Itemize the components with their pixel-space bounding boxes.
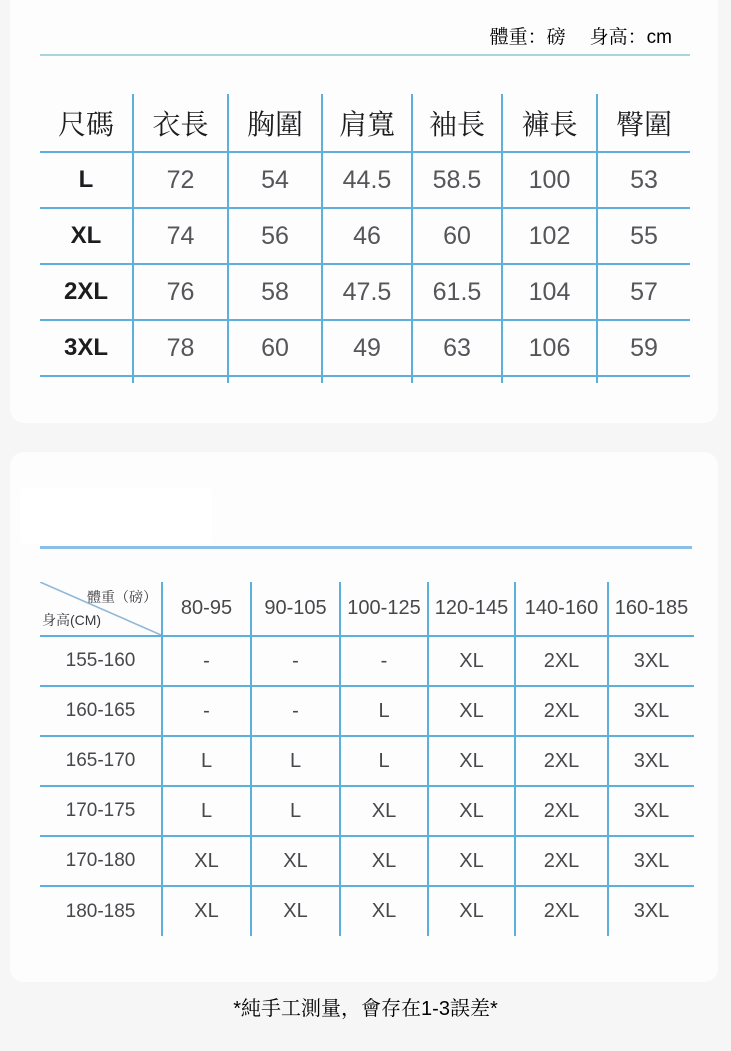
recommended-size-cell: 2XL	[515, 786, 608, 836]
recommended-size-cell: -	[340, 636, 428, 686]
measurement-cell: 58	[228, 264, 322, 320]
recommended-size-cell: 2XL	[515, 636, 608, 686]
measurement-cell: 104	[502, 264, 597, 320]
recommended-size-cell: XL	[428, 886, 515, 936]
measurement-cell: 54	[228, 152, 322, 208]
size-label-cell: 3XL	[40, 320, 133, 376]
measurement-cell: 100	[502, 152, 597, 208]
height-range-cell: 170-180	[40, 836, 162, 886]
fit-table-header-row	[40, 582, 694, 636]
weight-range-header: 120-145	[428, 582, 515, 636]
size-table-header-row	[40, 94, 690, 152]
measurement-cell: 57	[597, 264, 690, 320]
measurement-cell: 55	[597, 208, 690, 264]
recommended-size-cell: 3XL	[608, 886, 694, 936]
size-table-column-header: 袖長	[412, 94, 502, 152]
measurement-cell: 47.5	[322, 264, 412, 320]
fit-table	[40, 582, 694, 936]
weight-range-header: 140-160	[515, 582, 608, 636]
corner-weight-label: 體重（磅）	[87, 589, 157, 605]
recommended-size-cell: 3XL	[608, 786, 694, 836]
recommended-size-cell: XL	[340, 886, 428, 936]
size-chart-card	[10, 0, 718, 423]
recommended-size-cell: 2XL	[515, 836, 608, 886]
recommended-size-cell: L	[162, 786, 251, 836]
height-range-cell: 155-160	[40, 636, 162, 686]
recommended-size-cell: 2XL	[515, 736, 608, 786]
grid-tick-cell	[412, 376, 502, 383]
weight-range-header: 80-95	[162, 582, 251, 636]
size-label-cell: L	[40, 152, 133, 208]
measurement-cell: 53	[597, 152, 690, 208]
recommended-size-cell: -	[251, 636, 340, 686]
size-table-column-header: 尺碼	[40, 94, 133, 152]
grid-tick-cell	[597, 376, 690, 383]
measurement-disclaimer: *純手工測量，會存在1-3誤差*	[233, 998, 498, 1020]
measurement-cell: 61.5	[412, 264, 502, 320]
unit-note	[490, 22, 672, 49]
fit-table-row	[40, 886, 694, 936]
recommended-size-cell: -	[162, 636, 251, 686]
recommended-size-cell: XL	[428, 786, 515, 836]
fit-table-row	[40, 836, 694, 886]
recommended-size-cell: L	[340, 686, 428, 736]
height-range-cell: 165-170	[40, 736, 162, 786]
size-table-row	[40, 208, 690, 264]
measurement-cell: 74	[133, 208, 228, 264]
measurement-cell: 46	[322, 208, 412, 264]
size-table-row	[40, 264, 690, 320]
measurement-cell: 56	[228, 208, 322, 264]
recommended-size-cell: XL	[162, 886, 251, 936]
recommended-size-cell: XL	[251, 886, 340, 936]
size-label-cell: XL	[40, 208, 133, 264]
recommended-size-cell: XL	[340, 786, 428, 836]
measurement-cell: 60	[228, 320, 322, 376]
unit-note-weight: 體重：磅	[489, 27, 566, 48]
corner-height-label: 身高(CM)	[42, 612, 102, 628]
recommended-size-cell: L	[251, 786, 340, 836]
recommended-size-cell: -	[162, 686, 251, 736]
recommended-size-cell: XL	[162, 836, 251, 886]
recommended-size-cell: L	[162, 736, 251, 786]
recommended-size-cell: XL	[428, 686, 515, 736]
fit-table-row	[40, 786, 694, 836]
measurement-cell: 102	[502, 208, 597, 264]
measurement-cell: 60	[412, 208, 502, 264]
recommended-size-cell: L	[251, 736, 340, 786]
size-label-cell: 2XL	[40, 264, 133, 320]
recommended-size-cell: 3XL	[608, 836, 694, 886]
recommended-size-cell: 2XL	[515, 886, 608, 936]
diagonal-corner-cell	[40, 582, 162, 636]
size-table-row	[40, 152, 690, 208]
blue-divider-line	[40, 546, 692, 549]
recommended-size-cell: L	[340, 736, 428, 786]
measurement-cell: 49	[322, 320, 412, 376]
weight-range-header: 100-125	[340, 582, 428, 636]
measurement-cell: 63	[412, 320, 502, 376]
size-table-column-header: 衣長	[133, 94, 228, 152]
weight-range-header: 90-105	[251, 582, 340, 636]
recommended-size-cell: XL	[428, 636, 515, 686]
grid-tick-cell	[322, 376, 412, 383]
recommended-size-cell: 3XL	[608, 686, 694, 736]
size-table	[40, 94, 690, 383]
measurement-cell: 76	[133, 264, 228, 320]
teal-divider-line	[40, 54, 690, 56]
size-table-column-header: 褲長	[502, 94, 597, 152]
measurement-cell: 44.5	[322, 152, 412, 208]
height-range-cell: 180-185	[65, 900, 136, 922]
recommended-size-cell: -	[251, 686, 340, 736]
unit-note-height: 身高：cm	[589, 27, 672, 48]
weight-range-header: 160-185	[608, 582, 694, 636]
measurement-cell: 59	[597, 320, 690, 376]
recommended-size-cell: 2XL	[515, 686, 608, 736]
fit-table-row	[40, 686, 694, 736]
watermark-highlight-rect	[20, 488, 212, 544]
height-range-cell: 160-165	[40, 686, 162, 736]
size-table-row	[40, 320, 690, 376]
grid-tick-cell	[40, 376, 133, 383]
recommended-size-cell: 3XL	[608, 636, 694, 686]
measurement-cell: 106	[502, 320, 597, 376]
measurement-cell: 78	[133, 320, 228, 376]
measurement-cell: 58.5	[412, 152, 502, 208]
size-table-column-header: 臀圍	[597, 94, 690, 152]
size-table-column-header: 胸圍	[228, 94, 322, 152]
grid-tick-row	[40, 376, 690, 383]
recommended-size-cell: XL	[340, 836, 428, 886]
grid-tick-cell	[228, 376, 322, 383]
height-range-cell: 170-175	[40, 786, 162, 836]
recommended-size-cell: XL	[428, 836, 515, 886]
measurement-cell: 72	[133, 152, 228, 208]
size-table-column-header: 肩寬	[322, 94, 412, 152]
grid-tick-cell	[502, 376, 597, 383]
recommended-size-cell: XL	[251, 836, 340, 886]
fit-table-row	[40, 736, 694, 786]
fit-chart-card	[10, 452, 718, 982]
fit-table-row	[40, 636, 694, 686]
grid-tick-cell	[133, 376, 228, 383]
recommended-size-cell: 3XL	[608, 736, 694, 786]
recommended-size-cell: XL	[428, 736, 515, 786]
